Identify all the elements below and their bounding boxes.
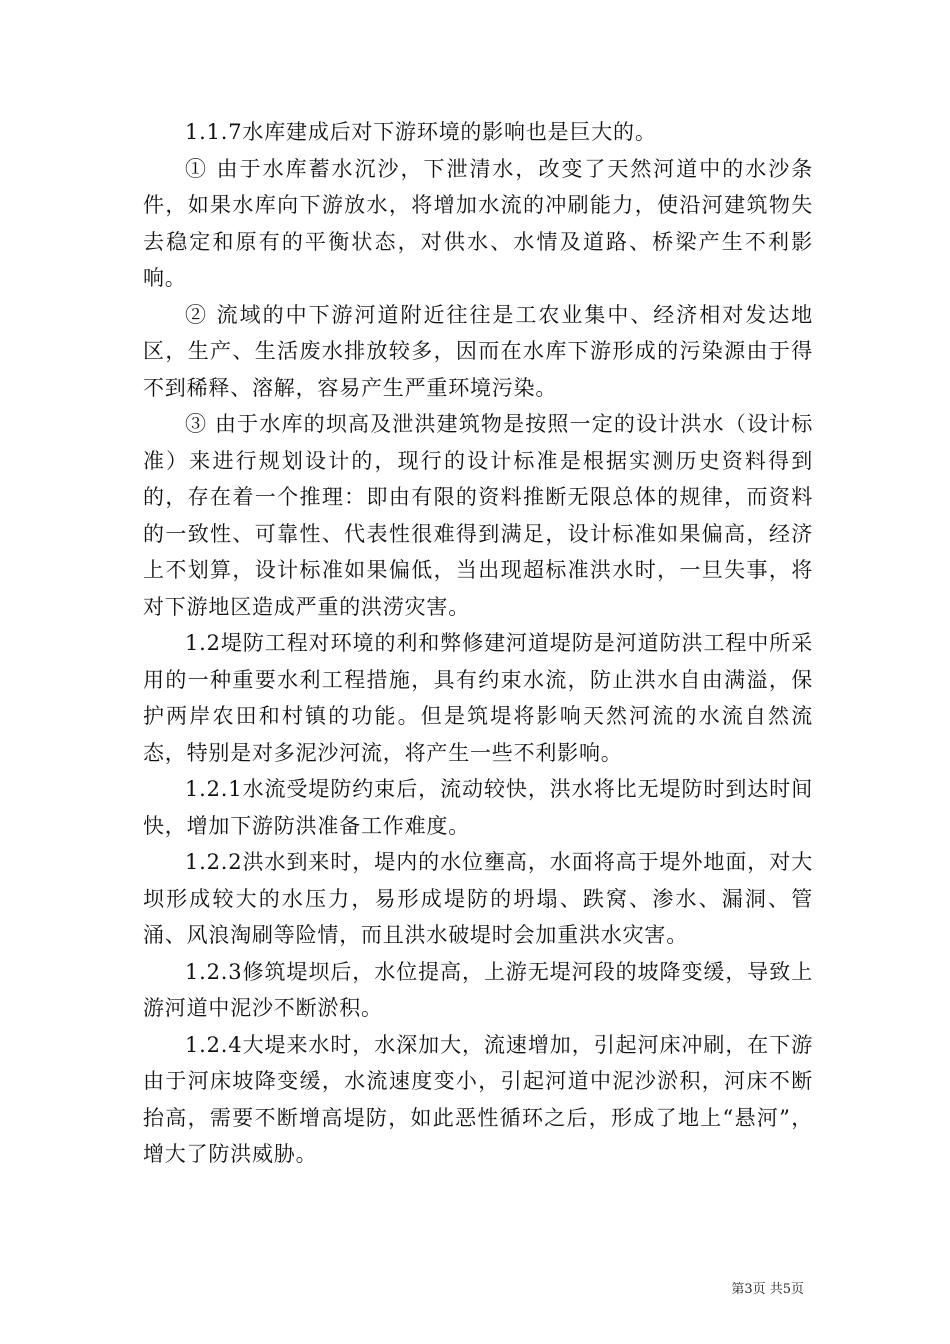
paragraph-1-2: 1.2堤防工程对环境的利和弊修建河道堤防是河道防洪工程中所采用的一种重要水利工程措施，具有约束水流，防止洪水自由满溢，保护两岸农田和村镇的功能。但是筑堤将影响天然河流的水流自然流态，特别是对多泥沙河流，将产生一些不利影响。 — [143, 631, 813, 765]
paragraph-item-3: ③ 由于水库的坝高及泄洪建筑物是按照一定的设计洪水（设计标准）来进行规划设计的，现行的设计标准是根据实测历史资料得到的，存在着一个推理：即由有限的资料推断无限总体的规律，而资料的一致性、可靠性、代表性很难得到满足，设计标准如果偏高，经济上不划算，设计标准如果偏低，当出现超标准洪水时，一旦失事，将对下游地区造成严重的洪涝灾害。 — [143, 412, 813, 619]
paragraph-1-2-2: 1.2.2洪水到来时，堤内的水位壅高，水面将高于堤外地面，对大坝形成较大的水压力，易形成堤防的坍塌、跌窝、渗水、漏洞、管涌、风浪淘刷等险情，而且洪水破堤时会加重洪水灾害。 — [143, 850, 813, 947]
paragraph-1-2-3: 1.2.3修筑堤坝后，水位提高，上游无堤河段的坡降变缓，导致上游河道中泥沙不断淤积。 — [143, 959, 813, 1020]
paragraph-1-2-4: 1.2.4大堤来水时，水深加大，流速增加，引起河床冲刷，在下游由于河床坡降变缓，水流速度变小，引起河道中泥沙淤积，河床不断抬高，需要不断增高堤防，如此恶性循环之后，形成了地上“悬河”，增大了防洪威胁。 — [143, 1032, 813, 1166]
paragraph-1-2-1: 1.2.1水流受堤防约束后，流动较快，洪水将比无堤防时到达时间快，增加下游防洪准备工作难度。 — [143, 777, 813, 838]
document-body — [143, 114, 813, 1173]
paragraph-item-2: ② 流域的中下游河道附近往往是工农业集中、经济相对发达地区，生产、生活废水排放较多，因而在水库下游形成的污染源由于得不到稀释、溶解，容易产生严重环境污染。 — [143, 302, 813, 400]
paragraph-1-1-7: 1.1.7水库建成后对下游环境的影响也是巨大的。 — [185, 120, 657, 144]
paragraph-item-1: ① 由于水库蓄水沉沙，下泄清水，改变了天然河道中的水沙条件，如果水库向下游放水，将增加水流的冲刷能力，使沿河建筑物失去稳定和原有的平衡状态，对供水、水情及道路、桥梁产生不利影响。 — [143, 156, 813, 290]
page-number-footer: 第3页 共5页 — [731, 1282, 804, 1297]
